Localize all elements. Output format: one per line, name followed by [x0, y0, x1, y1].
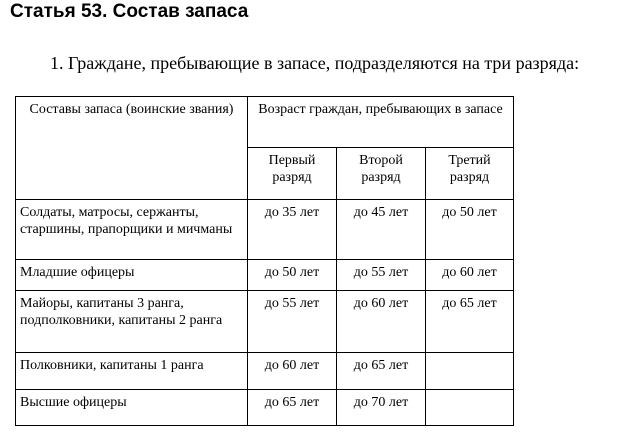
reserve-table	[15, 96, 514, 426]
table-row	[16, 200, 514, 260]
row-value: до 60 лет	[426, 260, 514, 291]
table-row	[16, 291, 514, 353]
row-composition: Майоры, капитаны 3 ранга, подполковники, капитаны 2 ранга	[16, 291, 248, 353]
header-category-2: Второй разряд	[337, 148, 426, 200]
row-value: до 70 лет	[337, 390, 426, 426]
row-composition: Солдаты, матросы, сержанты, старшины, прапорщики и мичманы	[16, 200, 248, 260]
row-value: до 60 лет	[337, 291, 426, 353]
row-value-empty	[426, 353, 514, 390]
table-row	[16, 353, 514, 390]
header-category-1: Первый разряд	[248, 148, 337, 200]
header-age: Возраст граждан, пребывающих в запасе	[248, 97, 514, 148]
header-composition: Составы запаса (воинские звания)	[16, 97, 248, 200]
row-value: до 50 лет	[248, 260, 337, 291]
row-value: до 65 лет	[337, 353, 426, 390]
row-value: до 65 лет	[248, 390, 337, 426]
row-composition: Высшие офицеры	[16, 390, 248, 426]
article-title: Статья 53. Состав запаса	[10, 1, 249, 22]
row-value: до 55 лет	[337, 260, 426, 291]
row-value: до 60 лет	[248, 353, 337, 390]
header-category-3: Третий разряд	[426, 148, 514, 200]
row-value: до 35 лет	[248, 200, 337, 260]
paragraph-intro: 1. Граждане, пребывающие в запасе, подразделяются на три разряда:	[50, 53, 580, 73]
table-row	[16, 260, 514, 291]
row-value: до 65 лет	[426, 291, 514, 353]
row-value: до 50 лет	[426, 200, 514, 260]
row-value-empty	[426, 390, 514, 426]
row-value: до 45 лет	[337, 200, 426, 260]
row-value: до 55 лет	[248, 291, 337, 353]
row-composition: Младшие офицеры	[16, 260, 248, 291]
table-row	[16, 390, 514, 426]
row-composition: Полковники, капитаны 1 ранга	[16, 353, 248, 390]
table-header-row	[16, 97, 514, 148]
